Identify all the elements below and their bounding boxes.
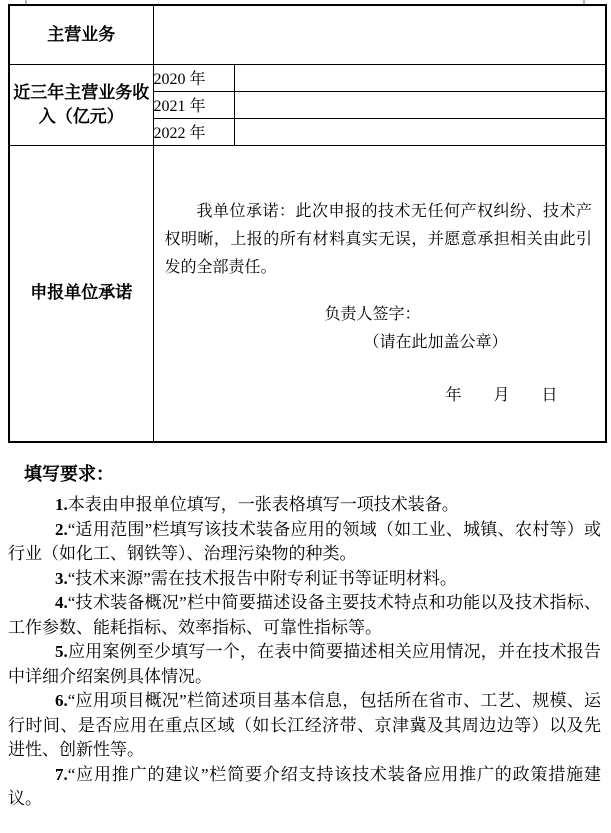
instruction-item-5 [8, 640, 601, 689]
table-row [9, 145, 606, 442]
commitment-label: 申报单位承诺 [9, 145, 153, 442]
instruction-number: 2. [55, 519, 68, 539]
instruction-item-6 [8, 689, 601, 763]
commitment-statement: 我单位承诺：此次申报的技术无任何产权纠纷、技术产权明晰，上报的所有材料真实无误，并愿意承担相关由此引发的全部责任。 [164, 202, 592, 276]
instruction-number: 4. [55, 593, 68, 612]
instruction-item-7 [8, 763, 601, 812]
seal-note: （请在此加盖公章） [363, 333, 508, 351]
year-2020-label: 2020 年 [153, 64, 234, 91]
revenue-label: 近三年主营业务收入（亿元） [9, 64, 153, 145]
revenue-2020-input-cell[interactable] [234, 64, 606, 91]
table-row [9, 5, 606, 64]
instruction-text: “适用范围”栏填写该技术装备应用的领域（如工业、城镇、农村等）或行业（如化工、钢铁等）、治理污染物的种类。 [8, 519, 601, 563]
signature-label[interactable]: 负责人签字： [324, 305, 421, 323]
table-row [9, 64, 606, 91]
date-line[interactable]: 年 月 日 [445, 386, 558, 404]
instruction-text: “应用推广的建议”栏简要介绍支持该技术装备应用推广的政策措施建议。 [8, 764, 601, 808]
instruction-text: “技术来源”需在技术报告中附专利证书等证明材料。 [67, 568, 457, 588]
instruction-item-3 [8, 567, 601, 592]
revenue-2021-input-cell[interactable] [234, 91, 606, 118]
instruction-text: “应用项目概况”栏简述项目基本信息，包括所在省市、工艺、规模、运行时间、是否应用在重点区域（如长江经济带、京津冀及其周边边等）以及先进性、创新性等。 [8, 691, 601, 759]
instruction-number: 3. [55, 568, 68, 588]
main-business-label: 主营业务 [9, 5, 153, 64]
instruction-text: 本表由申报单位填写，一张表格填写一项技术装备。 [67, 495, 459, 514]
filling-instructions [0, 461, 611, 812]
commitment-cell [153, 145, 606, 442]
instruction-number: 5. [55, 642, 68, 661]
instructions-heading: 填写要求： [24, 464, 114, 484]
instruction-text: “技术装备概况”栏中简要描述设备主要技术特点和功能以及技术指标、工作参数、能耗指标、效率指标、可靠性指标等。 [8, 593, 601, 637]
year-2022-label: 2022 年 [153, 118, 234, 145]
main-business-input-cell[interactable] [153, 5, 606, 64]
application-form-table [8, 4, 607, 443]
revenue-2022-input-cell[interactable] [234, 118, 606, 145]
instruction-item-1 [8, 493, 601, 518]
instruction-number: 1. [55, 495, 68, 514]
instruction-item-4 [8, 591, 601, 640]
instruction-text: 应用案例至少填写一个，在表中简要描述相关应用情况，并在技术报告中详细介绍案例具体情况。 [8, 642, 601, 686]
instruction-item-2 [8, 518, 601, 567]
instruction-number: 6. [55, 691, 68, 710]
instruction-number: 7. [55, 764, 68, 784]
year-2021-label: 2021 年 [153, 91, 234, 118]
